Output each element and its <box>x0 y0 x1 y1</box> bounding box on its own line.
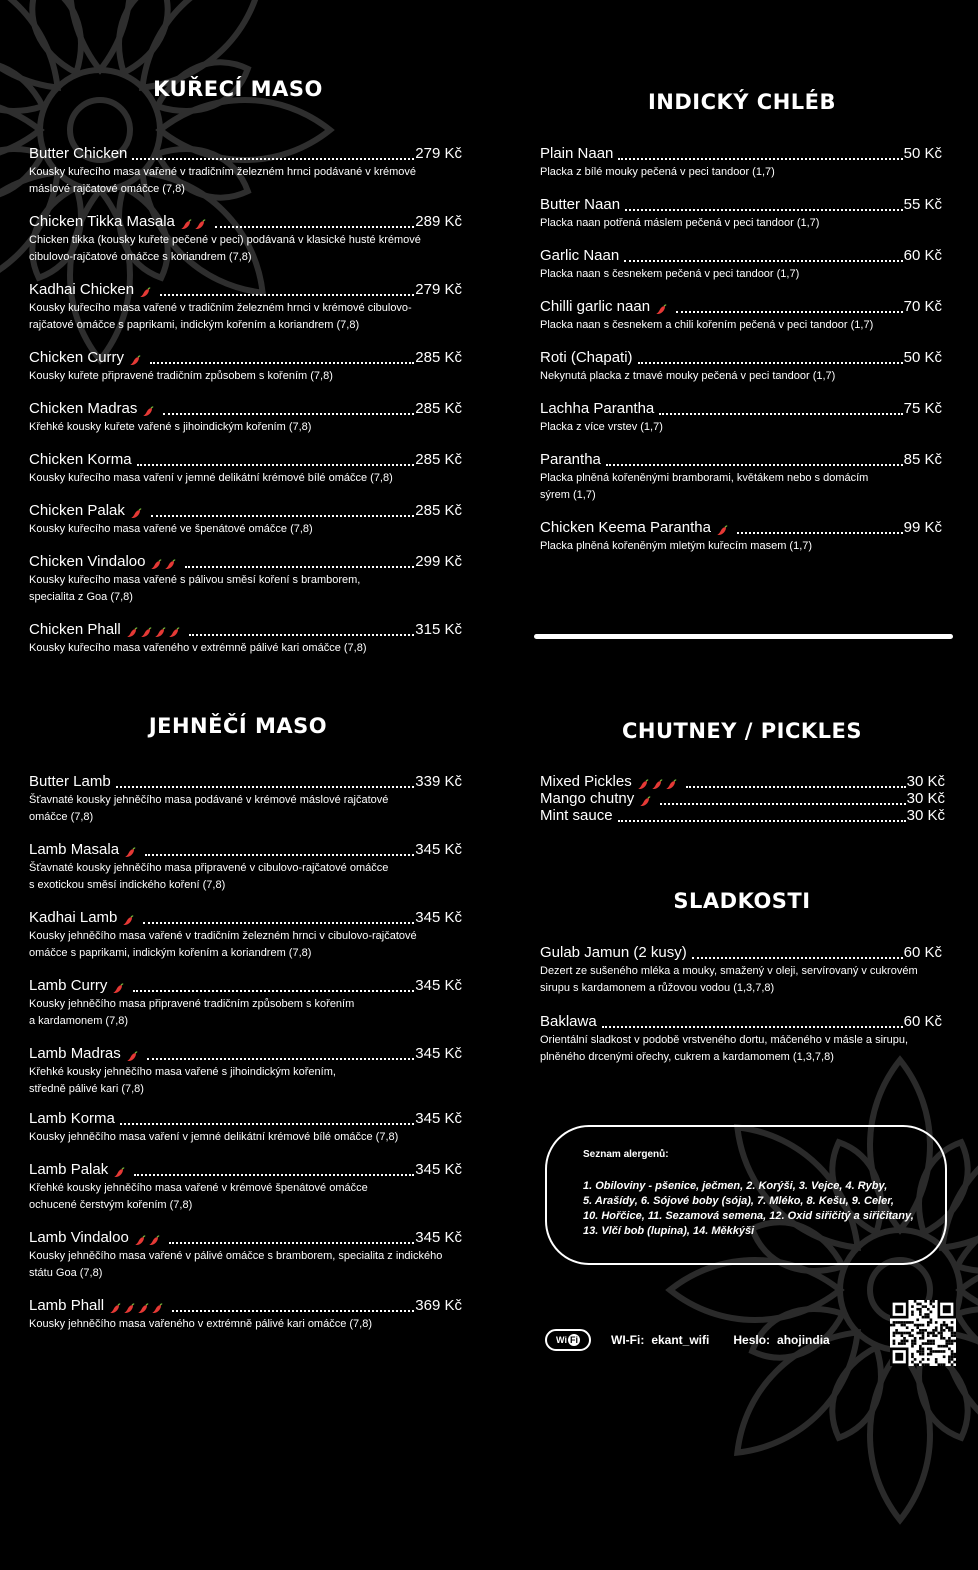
chili-rating <box>180 218 208 231</box>
chili-icon <box>716 524 729 537</box>
wifi-password-label: Heslo: <box>733 1333 771 1347</box>
chili-rating <box>113 1166 127 1179</box>
chili-rating <box>134 1234 162 1247</box>
menu-item-line <box>540 196 942 214</box>
menu-item-name: Garlic Naan <box>540 247 620 264</box>
section-title-sweets: SLADKOSTI <box>673 889 811 913</box>
menu-item-description <box>29 419 462 436</box>
menu-item-line <box>29 281 462 299</box>
chili-icon <box>164 558 177 571</box>
menu-item <box>540 519 942 555</box>
menu-item-name: Lamb Masala <box>29 841 120 858</box>
menu-item-description-line: Kousky kuřecího masa vařené v tradičním železném hrnci podávané v krémové <box>29 166 417 178</box>
dot-leader <box>618 820 906 822</box>
menu-item <box>29 400 462 436</box>
menu-item-description-line: ochucené čerstvým kořením (7,8) <box>29 1199 193 1211</box>
menu-item-name: Mango chutny <box>540 790 635 807</box>
menu-item-line <box>540 1013 942 1031</box>
menu-item <box>29 281 462 334</box>
menu-item-description <box>540 368 942 385</box>
menu-item-description <box>29 470 462 487</box>
section-divider <box>534 634 953 639</box>
menu-item-description-line: sirupu s kardamonem a růžovou vodou (1,3,7,8) <box>540 982 775 994</box>
menu-item-description <box>540 266 942 283</box>
menu-item <box>540 349 942 385</box>
menu-item <box>29 909 462 962</box>
dot-leader <box>145 854 414 856</box>
chili-rating <box>130 507 144 520</box>
menu-item-description-line: Kousky kuřecího masa vaření v jemné delikátní krémové bílé omáčce (7,8) <box>29 472 393 484</box>
menu-item <box>29 502 462 538</box>
menu-item-line <box>29 621 462 639</box>
menu-item-price: 55 Kč <box>903 196 942 213</box>
wifi-badge-wi: Wi <box>556 1335 567 1345</box>
menu-item-line <box>29 553 462 571</box>
menu-item <box>540 944 942 997</box>
menu-item-line <box>29 213 462 231</box>
menu-item-price: 30 Kč <box>906 790 945 807</box>
menu-item-price: 345 Kč <box>415 1161 462 1178</box>
menu-item-description-line: máslové rajčatové omáčce (7,8) <box>29 183 185 195</box>
menu-item-name: Butter Chicken <box>29 145 128 162</box>
chili-rating <box>129 354 143 367</box>
menu-item <box>29 841 462 894</box>
menu-item-name: Kadhai Chicken <box>29 281 135 298</box>
wifi-info <box>545 1329 830 1351</box>
menu-item-description-line: Křehké kousky kuřete vařené s jihoindickým kořením (7,8) <box>29 421 312 433</box>
dot-leader <box>116 786 415 788</box>
allergen-line: 1. Obiloviny - pšenice, ječmen, 2. Korýši, 3. Vejce, 4. Ryby, <box>583 1180 888 1192</box>
menu-item-price: 85 Kč <box>903 451 942 468</box>
chili-icon <box>124 846 137 859</box>
wifi-icon <box>545 1329 591 1351</box>
menu-item-name: Mint sauce <box>540 807 613 824</box>
menu-item-description-line: Placka naan s česnekem a chili kořením pečená v peci tandoor (1,7) <box>540 319 874 331</box>
menu-item-line <box>29 451 462 469</box>
menu-item-price: 299 Kč <box>415 553 462 570</box>
menu-item-line <box>29 145 462 163</box>
allergen-list-box <box>545 1125 947 1265</box>
menu-item-price: 345 Kč <box>415 1110 462 1127</box>
menu-item-description-line: středně pálivé kari (7,8) <box>29 1083 144 1095</box>
chili-rating <box>655 303 669 316</box>
menu-item-name: Chilli garlic naan <box>540 298 651 315</box>
chili-icon <box>126 1050 139 1063</box>
section-title-lamb: JEHNĚČÍ MASO <box>148 714 328 738</box>
qr-code-icon[interactable] <box>890 1300 956 1366</box>
chili-icon <box>109 1302 122 1315</box>
chili-icon <box>139 286 152 299</box>
dot-leader <box>120 1123 414 1125</box>
dot-leader <box>676 311 903 313</box>
menu-item-name: Lamb Curry <box>29 977 108 994</box>
menu-item-description-line: plněného drcenými ořechy, cukrem a kardamomem (1,3,7,8) <box>540 1051 834 1063</box>
menu-item-line <box>29 502 462 520</box>
menu-item <box>540 773 945 791</box>
menu-item-description-line: Orientální sladkost v podobě vrstveného dortu, máčeného v másle a sirupu, <box>540 1034 909 1046</box>
menu-item-description <box>540 1032 942 1066</box>
chili-icon <box>194 218 207 231</box>
menu-item-name: Chicken Korma <box>29 451 132 468</box>
wifi-password: ahojindia <box>777 1333 830 1347</box>
menu-item-description <box>29 1129 462 1146</box>
menu-item-name: Butter Lamb <box>29 773 111 790</box>
menu-item-price: 345 Kč <box>415 1045 462 1062</box>
menu-item-description-line: Kousky kuřecího masa vařeného v extrémně pálivé kari omáčce (7,8) <box>29 642 367 654</box>
menu-item-description <box>29 368 462 385</box>
dot-leader <box>132 158 414 160</box>
chili-icon <box>123 1302 136 1315</box>
menu-item <box>540 196 942 232</box>
menu-item-name: Lamb Madras <box>29 1045 121 1062</box>
dot-leader <box>606 464 903 466</box>
menu-item-description-line: Placka plněná kořeněnými bramborami, květákem nebo s domácím <box>540 472 869 484</box>
chili-icon <box>142 405 155 418</box>
dot-leader <box>134 1174 414 1176</box>
menu-item <box>29 1161 462 1214</box>
menu-item-description <box>29 640 462 657</box>
menu-item-name: Baklawa <box>540 1013 597 1030</box>
menu-item-line <box>29 977 462 995</box>
menu-item-description <box>540 963 942 997</box>
menu-item-line <box>29 1045 462 1063</box>
menu-item-line <box>29 909 462 927</box>
menu-item-description-line: Kousky jehněčího masa připravené tradičním způsobem s kořením <box>29 998 355 1010</box>
menu-item-name: Butter Naan <box>540 196 621 213</box>
menu-item-line <box>540 400 942 418</box>
chili-rating <box>142 405 156 418</box>
menu-item-line <box>29 400 462 418</box>
chili-rating <box>126 626 182 639</box>
menu-item-description-line: Kousky jehněčího masa vařené v tradičním železném hrnci v cibulovo-rajčatové <box>29 930 417 942</box>
menu-item-price: 60 Kč <box>903 1013 942 1030</box>
menu-item <box>540 145 942 181</box>
menu-item-line <box>540 298 942 316</box>
menu-item-description-line: Dezert ze sušeného mléka a mouky, smažený v oleji, servírovaný v cukrovém <box>540 965 918 977</box>
dot-leader <box>163 413 414 415</box>
menu-item-description <box>540 215 942 232</box>
menu-item-line <box>29 773 462 791</box>
menu-item-description-line: Kousky kuřecího masa vařené ve špenátové omáčce (7,8) <box>29 523 313 535</box>
dot-leader <box>151 515 414 517</box>
section-title-bread: INDICKÝ CHLÉB <box>647 90 837 114</box>
menu-item-description-line: Placka naan s česnekem pečená v peci tandoor (1,7) <box>540 268 800 280</box>
chili-icon <box>134 1234 147 1247</box>
menu-item-description-line: s exotickou směsí indického koření (7,8) <box>29 879 226 891</box>
menu-item-name: Lamb Phall <box>29 1297 105 1314</box>
menu-item <box>540 247 942 283</box>
menu-item-line <box>540 944 942 962</box>
menu-item-line <box>29 349 462 367</box>
menu-item-description-line: Kousky jehněčího masa vaření v jemné delikátní krémové bílé omáčce (7,8) <box>29 1131 399 1143</box>
allergen-line: 5. Arašídy, 6. Sójové boby (sója), 7. Mléko, 8. Kešu, 9. Celer, <box>583 1195 894 1207</box>
menu-item-name: Lachha Parantha <box>540 400 655 417</box>
menu-item-description <box>29 1248 462 1282</box>
chili-icon <box>113 1166 126 1179</box>
menu-item-price: 285 Kč <box>415 400 462 417</box>
dot-leader <box>602 1026 903 1028</box>
dot-leader <box>215 226 414 228</box>
chili-icon <box>122 914 135 927</box>
section-title-chutney: CHUTNEY / PICKLES <box>621 719 863 743</box>
menu-item-price: 279 Kč <box>415 145 462 162</box>
menu-item-description-line: rajčatové omáčce s paprikami, indickým kořením a koriandrem (7,8) <box>29 319 360 331</box>
menu-item-description <box>29 572 462 606</box>
menu-item-description-line: cibulovo-rajčatové omáčce s koriandrem (7,8) <box>29 251 252 263</box>
dot-leader <box>143 922 414 924</box>
chili-rating <box>150 558 178 571</box>
menu-item-description <box>540 164 942 181</box>
chili-icon <box>140 626 153 639</box>
chili-icon <box>180 218 193 231</box>
menu-item-line <box>29 1297 462 1315</box>
chili-rating <box>139 286 153 299</box>
menu-item <box>29 553 462 606</box>
chili-icon <box>112 982 125 995</box>
menu-item <box>540 790 945 808</box>
chili-rating <box>109 1302 165 1315</box>
menu-item-description <box>29 521 462 538</box>
menu-item-description-line: Křehké kousky jehněčího masa vařené v krémové špenátové omáčce <box>29 1182 368 1194</box>
menu-item-description-line: Placka z více vrstev (1,7) <box>540 421 663 433</box>
dot-leader <box>189 634 415 636</box>
menu-item-description-line: specialita z Goa (7,8) <box>29 591 133 603</box>
menu-item-line <box>540 807 945 825</box>
chili-icon <box>126 626 139 639</box>
dot-leader <box>137 464 415 466</box>
dot-leader <box>659 413 902 415</box>
menu-item-line <box>29 841 462 859</box>
menu-item <box>29 213 462 266</box>
chili-icon <box>655 303 668 316</box>
menu-item-description <box>29 164 462 198</box>
menu-item <box>29 1045 462 1098</box>
menu-item-price: 345 Kč <box>415 1229 462 1246</box>
menu-item <box>29 1229 462 1282</box>
menu-item-description <box>29 300 462 334</box>
dot-leader <box>624 260 902 262</box>
menu-item-description-line: a kardamonem (7,8) <box>29 1015 129 1027</box>
menu-item <box>29 977 462 1030</box>
dot-leader <box>169 1242 414 1244</box>
menu-item-description-line: Placka plněná kořeněným mletým kuřecím masem (1,7) <box>540 540 813 552</box>
menu-item-line <box>540 349 942 367</box>
menu-item <box>29 773 462 826</box>
menu-item-name: Lamb Palak <box>29 1161 109 1178</box>
menu-item-line <box>540 451 942 469</box>
menu-item-description <box>29 860 462 894</box>
menu-item-description-line: Chicken tikka (kousky kuřete pečené v peci) podávaná v klasické husté krémové <box>29 234 421 246</box>
menu-item-price: 60 Kč <box>903 247 942 264</box>
menu-item-name: Parantha <box>540 451 601 468</box>
chili-rating <box>112 982 126 995</box>
dot-leader <box>660 803 905 805</box>
menu-item-description <box>29 1064 462 1098</box>
menu-item-description <box>29 1180 462 1214</box>
menu-item-description-line: omáčce s paprikami, indickým kořením a koriandrem (7,8) <box>29 947 312 959</box>
chili-icon <box>148 1234 161 1247</box>
menu-item-name: Kadhai Lamb <box>29 909 118 926</box>
menu-item-description-line: státu Goa (7,8) <box>29 1267 103 1279</box>
chili-icon <box>151 1302 164 1315</box>
menu-item-price: 285 Kč <box>415 349 462 366</box>
dot-leader <box>625 209 903 211</box>
chili-icon <box>130 507 143 520</box>
menu-item-description-line: Kousky kuřete připravené tradičním způsobem s kořením (7,8) <box>29 370 333 382</box>
menu-item-description <box>29 792 462 826</box>
dot-leader <box>686 786 906 788</box>
menu-item <box>540 400 942 436</box>
menu-item-description <box>29 232 462 266</box>
menu-item-description <box>540 317 942 334</box>
dot-leader <box>618 158 902 160</box>
chili-icon <box>150 558 163 571</box>
menu-item-price: 99 Kč <box>903 519 942 536</box>
menu-item-price: 369 Kč <box>415 1297 462 1314</box>
menu-item-name: Roti (Chapati) <box>540 349 633 366</box>
menu-item-description-line: Šťavnaté kousky jehněčího masa připravené v cibulovo-rajčatové omáčce <box>29 862 389 874</box>
menu-item-price: 60 Kč <box>903 944 942 961</box>
menu-item-price: 285 Kč <box>415 502 462 519</box>
menu-item <box>29 451 462 487</box>
mandala-decoration-bottom-right <box>620 1010 978 1570</box>
menu-item <box>540 451 942 504</box>
wifi-network-name: ekant_wifi <box>651 1333 710 1347</box>
menu-item <box>540 807 945 825</box>
menu-item-name: Chicken Palak <box>29 502 125 519</box>
menu-item-price: 30 Kč <box>906 773 945 790</box>
menu-item-price: 315 Kč <box>415 621 462 638</box>
menu-item-name: Plain Naan <box>540 145 614 162</box>
menu-item-line <box>29 1110 462 1128</box>
dot-leader <box>160 294 414 296</box>
menu-item-name: Chicken Vindaloo <box>29 553 146 570</box>
menu-item-name: Chicken Phall <box>29 621 121 638</box>
allergen-title: Seznam alergenů: <box>583 1149 669 1160</box>
menu-item-description <box>29 1316 462 1333</box>
menu-item-price: 345 Kč <box>415 977 462 994</box>
wifi-network-label: WI-Fi: <box>611 1333 645 1347</box>
menu-item-price: 289 Kč <box>415 213 462 230</box>
menu-item <box>29 621 462 657</box>
menu-item-name: Mixed Pickles <box>540 773 632 790</box>
menu-item-description-line: Kousky jehněčího masa vařeného v extrémně pálivé kari omáčce (7,8) <box>29 1318 373 1330</box>
wifi-badge-fi: Fi <box>569 1335 578 1345</box>
menu-item-description <box>540 538 942 555</box>
menu-item-line <box>540 790 945 808</box>
allergen-text <box>583 1179 923 1239</box>
menu-item-description <box>540 419 942 436</box>
menu-item-line <box>540 519 942 537</box>
menu-item-description <box>29 928 462 962</box>
menu-item-name: Chicken Tikka Masala <box>29 213 175 230</box>
menu-item-price: 345 Kč <box>415 909 462 926</box>
allergen-line: 13. Vlčí bob (lupina), 14. Měkkýši <box>583 1225 755 1237</box>
menu-item-price: 285 Kč <box>415 451 462 468</box>
menu-item <box>540 1013 942 1066</box>
menu-item-name: Chicken Madras <box>29 400 138 417</box>
chili-icon <box>154 626 167 639</box>
dot-leader <box>185 566 414 568</box>
menu-item-description-line: sýrem (1,7) <box>540 489 596 501</box>
chili-rating <box>126 1050 140 1063</box>
menu-item-description-line: Placka z bílé mouky pečená v peci tandoor (1,7) <box>540 166 775 178</box>
dot-leader <box>692 957 903 959</box>
dot-leader <box>133 990 414 992</box>
menu-item-name: Chicken Keema Parantha <box>540 519 711 536</box>
dot-leader <box>737 532 903 534</box>
menu-item-price: 50 Kč <box>903 349 942 366</box>
dot-leader <box>150 362 414 364</box>
menu-item-name: Gulab Jamun (2 kusy) <box>540 944 687 961</box>
menu-item-description-line: Placka naan potřená máslem pečená v peci tandoor (1,7) <box>540 217 820 229</box>
menu-item-name: Lamb Korma <box>29 1110 115 1127</box>
menu-item <box>29 349 462 385</box>
menu-item <box>29 1110 462 1146</box>
menu-item-description <box>29 996 462 1030</box>
menu-item-price: 279 Kč <box>415 281 462 298</box>
dot-leader <box>638 362 903 364</box>
menu-item-line <box>29 1161 462 1179</box>
chili-rating <box>124 846 138 859</box>
dot-leader <box>147 1058 415 1060</box>
menu-item-description <box>540 470 942 504</box>
menu-item-description-line: Nekynutá placka z tmavé mouky pečená v peci tandoor (1,7) <box>540 370 836 382</box>
chili-icon <box>137 1302 150 1315</box>
menu-item-description-line: Kousky kuřecího masa vařené s pálivou směsí koření s bramborem, <box>29 574 361 586</box>
menu-item-name: Chicken Curry <box>29 349 125 366</box>
menu-item <box>29 145 462 198</box>
menu-item-description-line: Křehké kousky jehněčího masa vařené s jihoindickým kořením, <box>29 1066 336 1078</box>
menu-item <box>540 298 942 334</box>
menu-item-price: 339 Kč <box>415 773 462 790</box>
menu-item-description-line: Šťavnaté kousky jehněčího masa podávané v krémové máslové rajčatové <box>29 794 389 806</box>
menu-item-price: 30 Kč <box>906 807 945 824</box>
menu-item-price: 345 Kč <box>415 841 462 858</box>
menu-item-price: 50 Kč <box>903 145 942 162</box>
chili-icon <box>168 626 181 639</box>
menu-item-price: 70 Kč <box>903 298 942 315</box>
section-title-chicken: KUŘECÍ MASO <box>153 77 323 101</box>
menu-item-description-line: omáčce (7,8) <box>29 811 94 823</box>
chili-icon <box>129 354 142 367</box>
dot-leader <box>172 1310 414 1312</box>
menu-item-description-line: Kousky kuřecího masa vařené v tradičním železném hrnci v krémové cibulovo- <box>29 302 412 314</box>
menu-item-line <box>540 247 942 265</box>
menu-item-price: 75 Kč <box>903 400 942 417</box>
menu-item-line <box>29 1229 462 1247</box>
menu-item-line <box>540 773 945 791</box>
allergen-line: 10. Hořčice, 11. Sezamová semena, 12. Oxid siřičitý a siřičitany, <box>583 1210 914 1222</box>
menu-item-description-line: Kousky jehněčího masa vařené v pálivé omáčce s bramborem, specialita z indického <box>29 1250 443 1262</box>
menu-item-name: Lamb Vindaloo <box>29 1229 129 1246</box>
menu-item-line <box>540 145 942 163</box>
chili-rating <box>122 914 136 927</box>
menu-item <box>29 1297 462 1333</box>
chili-rating <box>716 524 730 537</box>
